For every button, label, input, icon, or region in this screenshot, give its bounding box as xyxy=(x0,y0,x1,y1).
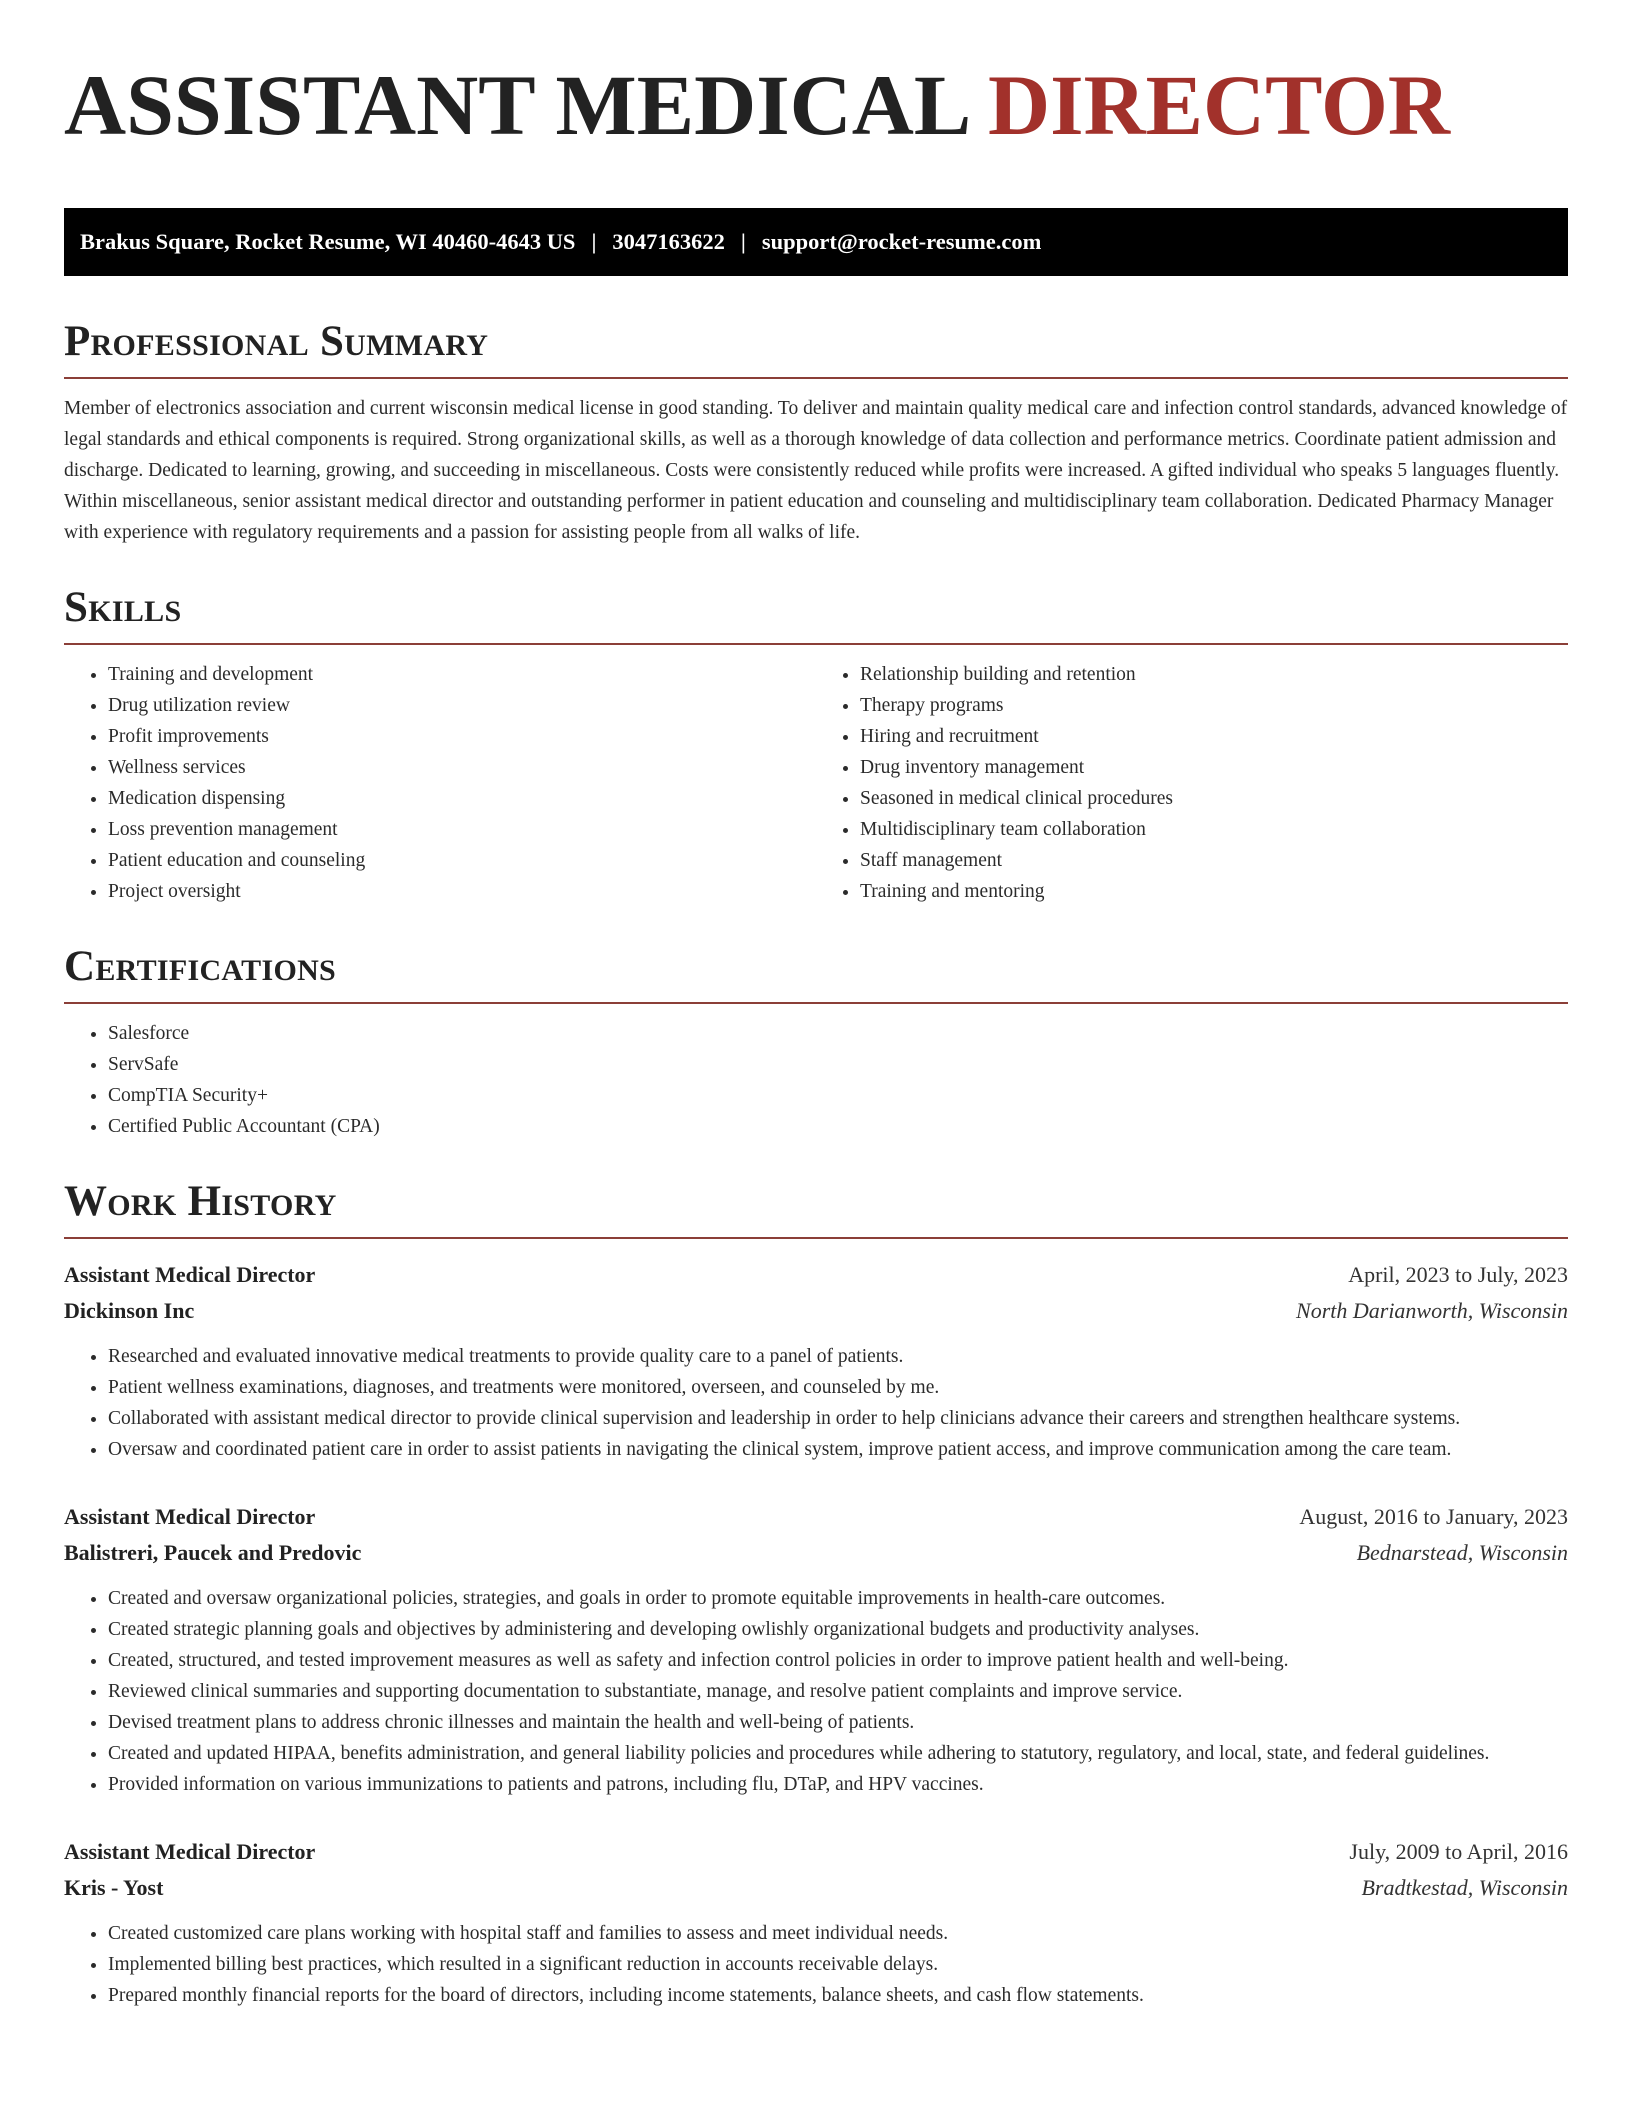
job-bullets xyxy=(64,1341,1568,1465)
skill-item: • Relationship building and retention xyxy=(860,659,1568,690)
job-bullet: • Created and oversaw organizational policies, strategies, and goals in order to promote equitable improvements in health-care outcomes. xyxy=(108,1583,1568,1614)
name-accent: DIRECTOR xyxy=(988,57,1450,153)
job-dates: August, 2016 to January, 2023 xyxy=(1299,1504,1568,1529)
job-company: Dickinson Inc xyxy=(64,1298,195,1323)
job-bullet: • Researched and evaluated innovative medical treatments to provide quality care to a panel of patients. xyxy=(108,1341,1568,1372)
skill-item: • Patient education and counseling xyxy=(108,845,816,876)
job-bullet: • Oversaw and coordinated patient care in order to assist patients in navigating the clinical system, improve patient access, and improve communication among the care team. xyxy=(108,1434,1568,1465)
section-title-skills: Skills xyxy=(64,584,182,631)
skill-item: • Medication dispensing xyxy=(108,783,816,814)
skill-item: • Drug utilization review xyxy=(108,690,816,721)
job-header-row xyxy=(64,1499,1568,1535)
skill-item: • Training and development xyxy=(108,659,816,690)
skill-item: • Hiring and recruitment xyxy=(860,721,1568,752)
job-entry xyxy=(64,1499,1568,1800)
job-bullet: • Created strategic planning goals and objectives by administering and developing owlishly organizational budgets and productivity analyses. xyxy=(108,1614,1568,1645)
contact-email[interactable]: support@rocket-resume.com xyxy=(761,229,1042,254)
section-divider xyxy=(64,1237,1568,1239)
skill-item: • Loss prevention management xyxy=(108,814,816,845)
job-company-row xyxy=(64,1535,1568,1571)
job-entry xyxy=(64,1834,1568,2011)
job-title: Assistant Medical Director xyxy=(64,1262,316,1287)
certification-item: • Salesforce xyxy=(108,1018,1568,1049)
skill-item: • Seasoned in medical clinical procedures xyxy=(860,783,1568,814)
job-location: Bradtkestad, Wisconsin xyxy=(1361,1875,1568,1900)
job-company-row xyxy=(64,1870,1568,1906)
section-title-summary: Professional Summary xyxy=(64,318,489,365)
contact-separator: | xyxy=(591,229,597,254)
name-main: ASSISTANT MEDICAL xyxy=(64,57,967,153)
skills-list-left xyxy=(64,659,816,907)
job-bullet: • Devised treatment plans to address chronic illnesses and maintain the health and well-being of patients. xyxy=(108,1707,1568,1738)
job-bullet: • Patient wellness examinations, diagnoses, and treatments were monitored, overseen, and counseled by me. xyxy=(108,1372,1568,1403)
job-location: Bednarstead, Wisconsin xyxy=(1356,1540,1568,1565)
job-location: North Darianworth, Wisconsin xyxy=(1296,1298,1568,1323)
job-header-row xyxy=(64,1257,1568,1293)
skill-item: • Project oversight xyxy=(108,876,816,907)
job-bullet: • Collaborated with assistant medical director to provide clinical supervision and leadership in order to help clinicians advance their careers and strengthen healthcare systems. xyxy=(108,1403,1568,1434)
certification-item: • CompTIA Security+ xyxy=(108,1080,1568,1111)
section-title-work-history: Work History xyxy=(64,1178,337,1225)
certification-item: • Certified Public Accountant (CPA) xyxy=(108,1111,1568,1142)
job-company-row xyxy=(64,1293,1568,1329)
job-bullet: • Reviewed clinical summaries and supporting documentation to substantiate, manage, and resolve patient complaints and improve service. xyxy=(108,1676,1568,1707)
job-bullets xyxy=(64,1918,1568,2011)
section-divider xyxy=(64,377,1568,379)
job-bullet: • Implemented billing best practices, which resulted in a significant reduction in accounts receivable delays. xyxy=(108,1949,1568,1980)
job-bullet: • Prepared monthly financial reports for the board of directors, including income statements, balance sheets, and cash flow statements. xyxy=(108,1980,1568,2011)
job-title: Assistant Medical Director xyxy=(64,1839,316,1864)
job-bullet: • Provided information on various immunizations to patients and patrons, including flu, DTaP, and HPV vaccines. xyxy=(108,1769,1568,1800)
skill-item: • Drug inventory management xyxy=(860,752,1568,783)
section-title-certifications: Certifications xyxy=(64,943,337,990)
job-company: Kris - Yost xyxy=(64,1875,164,1900)
job-bullet: • Created, structured, and tested improvement measures as well as safety and infection control policies in order to improve patient health and well-being. xyxy=(108,1645,1568,1676)
skills-columns xyxy=(64,659,1568,907)
certifications-list xyxy=(64,1018,1568,1142)
work-history-section xyxy=(64,1180,1568,2011)
certification-item: • ServSafe xyxy=(108,1049,1568,1080)
job-dates: April, 2023 to July, 2023 xyxy=(1348,1262,1568,1287)
skill-item: • Multidisciplinary team collaboration xyxy=(860,814,1568,845)
contact-bar xyxy=(64,208,1568,276)
summary-section xyxy=(64,320,1568,548)
job-dates: July, 2009 to April, 2016 xyxy=(1349,1839,1568,1864)
skill-item: • Wellness services xyxy=(108,752,816,783)
contact-separator: | xyxy=(740,229,746,254)
job-title: Assistant Medical Director xyxy=(64,1504,316,1529)
section-divider xyxy=(64,1002,1568,1004)
job-company: Balistreri, Paucek and Predovic xyxy=(64,1540,362,1565)
summary-text: Member of electronics association and current wisconsin medical license in good standing. To deliver and maintain quality medical care and infection control standards, advanced knowledge of legal standards and ethical components is required. Strong organizational skills, as well as a thorough knowledge of data collection and performance metrics. Coordinate patient admission and discharge. Dedicated to learning, growing, and succeeding in miscellaneous. Costs were consistently reduced while profits were increased. A gifted individual who speaks 5 languages fluently. Within miscellaneous, senior assistant medical director and outstanding performer in patient education and counseling and multidisciplinary team collaboration. Dedicated Pharmacy Manager with experience with regulatory requirements and a passion for assisting people from all walks of life. xyxy=(64,398,1568,543)
resume-name xyxy=(64,0,1568,172)
skill-item: • Training and mentoring xyxy=(860,876,1568,907)
job-header-row xyxy=(64,1834,1568,1870)
skill-item: • Therapy programs xyxy=(860,690,1568,721)
skill-item: • Staff management xyxy=(860,845,1568,876)
skill-item: • Profit improvements xyxy=(108,721,816,752)
job-bullet: • Created and updated HIPAA, benefits administration, and general liability policies and procedures while adhering to statutory, regulatory, and local, state, and federal guidelines. xyxy=(108,1738,1568,1769)
job-bullets xyxy=(64,1583,1568,1800)
job-entry xyxy=(64,1257,1568,1465)
job-bullet: • Created customized care plans working with hospital staff and families to assess and meet individual needs. xyxy=(108,1918,1568,1949)
contact-address: Brakus Square, Rocket Resume, WI 40460-4643 US xyxy=(80,229,576,254)
certifications-section xyxy=(64,945,1568,1142)
skills-list-right xyxy=(816,659,1568,907)
section-divider xyxy=(64,643,1568,645)
contact-phone[interactable]: 3047163622 xyxy=(612,229,725,254)
skills-section xyxy=(64,586,1568,907)
